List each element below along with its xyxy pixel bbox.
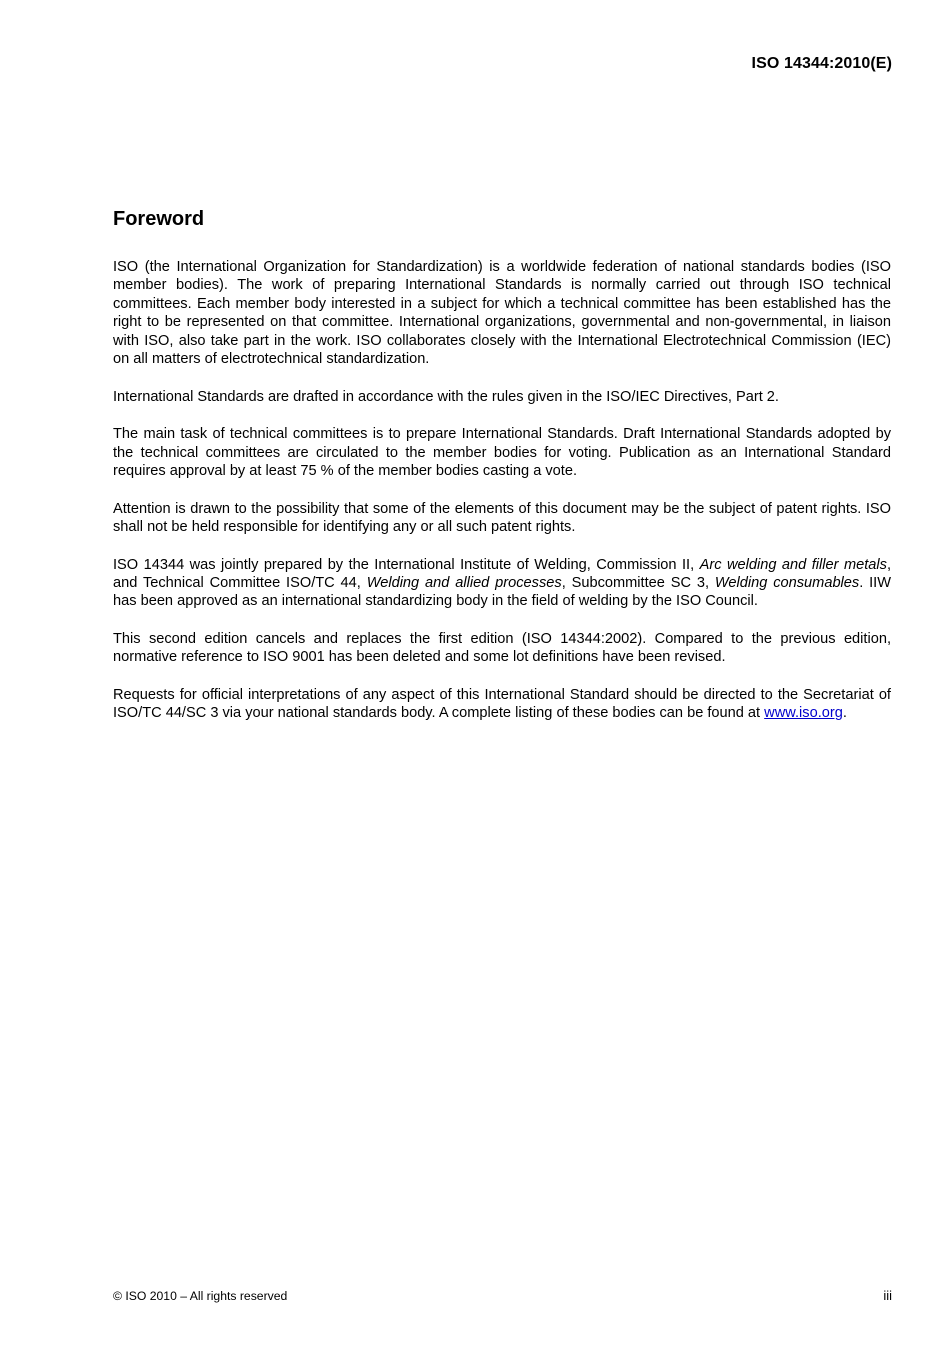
paragraph-directives: International Standards are drafted in accordance with the rules given in the ISO/IEC Directives, Part 2. — [113, 388, 779, 405]
paragraph-technical-committees: The main task of technical committees is to prepare International Standards. Draft International Standards adopted by the technical committees are circulated to the member bodies for voting. Publication as an International Standard requires approval by at least 75 % of the member bodies casting a vote. — [113, 426, 891, 480]
preparation-subcommittee-title: Welding consumables — [714, 575, 860, 592]
preparation-text-2: , and Technical Committee ISO/TC 44, — [113, 556, 891, 592]
copyright-notice: © ISO 2010 – All rights reserved — [113, 1289, 288, 1303]
requests-text: Requests for official interpretations of any aspect of this International Standard should be directed to the Secretariat of ISO/TC 44/SC 3 via your national standards body. A complete listing of these bodies can be found at — [113, 687, 891, 722]
iso-website-link[interactable]: www.iso.org — [764, 705, 843, 722]
paragraph-requests — [113, 686, 891, 723]
preparation-committee-title: Welding and allied processes — [366, 575, 562, 592]
document-id: ISO 14344:2010(E) — [751, 55, 892, 72]
requests-end: . — [842, 705, 847, 722]
paragraph-edition: This second edition cancels and replaces the first edition (ISO 14344:2002). Compared to the previous edition, normative reference to ISO 9001 has been deleted and some lot definitions have been revised. — [113, 631, 891, 666]
preparation-text-4: . IIW has been approved as an international standardizing body in the field of welding by the ISO Council. — [113, 575, 892, 610]
page-number: iii — [883, 1288, 892, 1303]
preparation-text-1: ISO 14344 was jointly prepared by the International Institute of Welding, Commission II, — [113, 556, 700, 573]
paragraph-patent-rights: Attention is drawn to the possibility that some of the elements of this document may be the subject of patent rights. ISO shall not be held responsible for identifying any or all such patent rights. — [113, 500, 891, 536]
preparation-commission-title: Arc welding and filler metals — [699, 556, 887, 573]
paragraph-preparation — [113, 556, 891, 611]
paragraph-iso-federation: ISO (the International Organization for Standardization) is a worldwide federation of national standards bodies (ISO member bodies). The work of preparing International Standards is normally carried out through ISO technical committees. Each member body interested in a subject for which a technical committee has been established has the right to be represented on that committee. International organizations, governmental and non-governmental, in liaison with ISO, also take part in the work. ISO collaborates closely with the International Electrotechnical Commission (IEC) on all matters of electrotechnical standardization. — [113, 259, 891, 368]
preparation-text-3: , Subcommittee SC 3, — [561, 575, 715, 592]
foreword-body — [113, 258, 891, 742]
page-title: Foreword — [113, 208, 205, 230]
